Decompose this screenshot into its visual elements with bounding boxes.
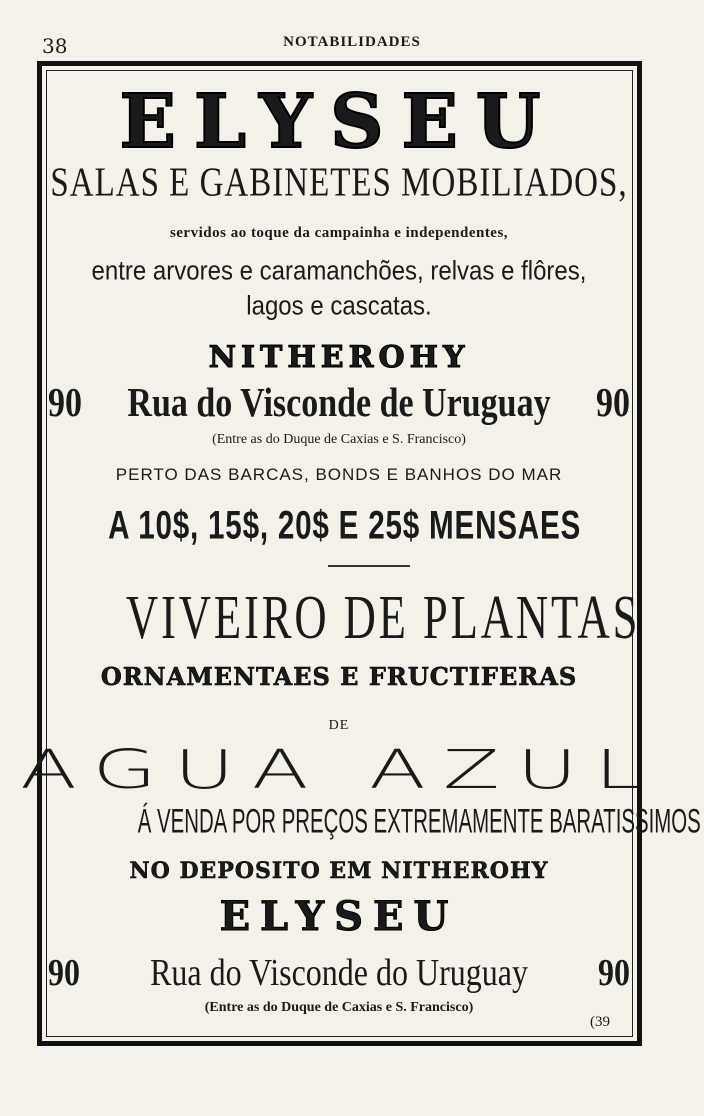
ad-city: NITHEROHY xyxy=(208,340,470,375)
ad-near: PERTO DAS BARCAS, BONDS E BANHOS DO MAR xyxy=(115,465,563,484)
page-footnote: (39 xyxy=(590,1014,610,1030)
nursery-deposit: NO DEPOSITO EM NITHEROHY xyxy=(129,858,549,884)
advertisement-inner-border xyxy=(46,70,701,1037)
address-number-left: 90 xyxy=(48,381,82,426)
address-street: Rua do Visconde de Uruguay xyxy=(127,381,551,426)
address-number-right: 90 xyxy=(598,950,630,994)
nursery-sale: Á VENDA POR PREÇOS EXTREMAMENTE BARATISSIMOS xyxy=(137,802,701,841)
nursery-place: AGUA AZUL xyxy=(20,739,658,802)
running-head: NOTABILIDADES xyxy=(283,34,421,50)
nursery-de: DE xyxy=(328,718,350,733)
ad-title-small: ELYSEU xyxy=(219,893,459,940)
page-number: 38 xyxy=(42,34,68,58)
address-line-2 xyxy=(48,950,630,994)
address-between-2: (Entre as do Duque de Caxias e S. Francisco) xyxy=(204,1000,474,1015)
divider-rule xyxy=(328,565,410,567)
ad-setting-line1: entre arvores e caramanchões, relvas e flôres, xyxy=(91,256,587,287)
address-street: Rua do Visconde do Uruguay xyxy=(150,950,528,994)
address-number-left: 90 xyxy=(48,950,80,994)
ad-subtitle: SALAS E GABINETES MOBILIADOS, xyxy=(50,160,628,206)
address-number-right: 90 xyxy=(595,381,630,426)
address-line-1 xyxy=(48,381,630,427)
address-between-1: (Entre as do Duque de Caxias e S. Francisco) xyxy=(212,432,466,447)
nursery-heading: VIVEIRO DE PLANTAS xyxy=(125,584,641,652)
nursery-plants: ORNAMENTAES E FRUCTIFERAS xyxy=(100,662,578,691)
ad-service: servidos ao toque da campainha e independentes, xyxy=(169,225,509,241)
ad-title: ELYSEU xyxy=(119,79,559,165)
ad-setting-line2: lagos e cascatas. xyxy=(246,291,432,322)
ad-prices: A 10$, 15$, 20$ E 25$ MENSAES xyxy=(108,503,582,549)
